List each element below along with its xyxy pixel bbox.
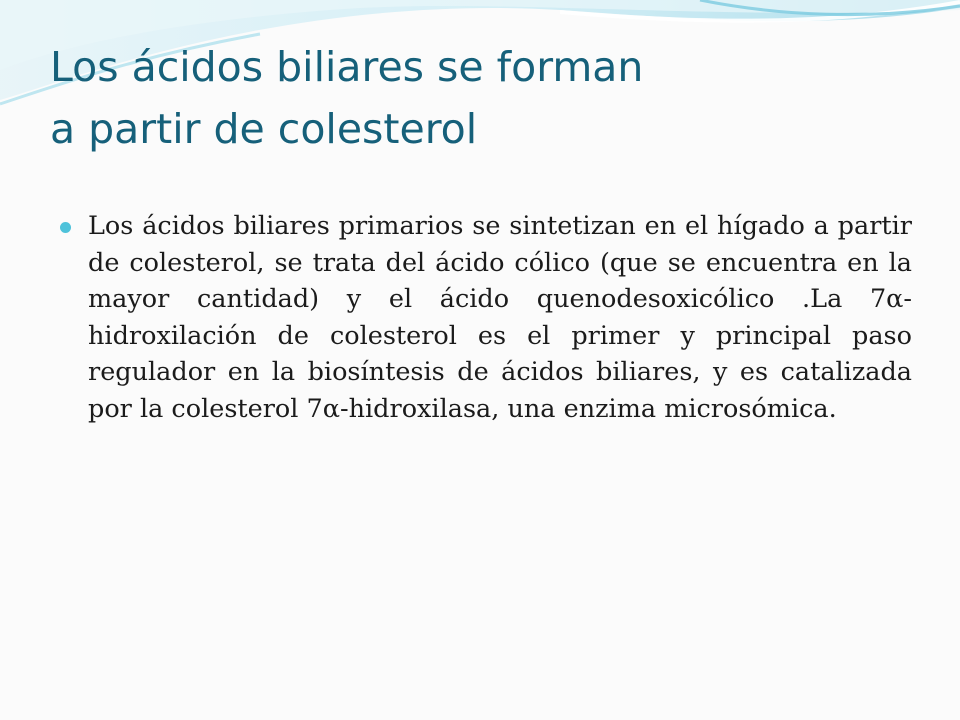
bullet-text: Los ácidos biliares primarios se sintetizan en el hígado a partir de colesterol, se trata del ácido cólico (que se encuentra en la mayor cantidad) y el ácido quenodesoxicólico .La 7α-hidroxilación de colesterol es el primer y principal paso regulador en la biosíntesis de ácidos biliares, y es catalizada por la colesterol 7α-hidroxilasa, una enzima microsómica. xyxy=(88,211,912,424)
bullet-item xyxy=(60,208,912,427)
slide-title-line-2: a partir de colesterol xyxy=(50,105,478,153)
bullet-list xyxy=(60,208,912,427)
slide-title-line-1: Los ácidos biliares se forman xyxy=(50,43,644,91)
slide-title xyxy=(50,36,930,160)
bullet-dot-icon xyxy=(60,222,71,233)
